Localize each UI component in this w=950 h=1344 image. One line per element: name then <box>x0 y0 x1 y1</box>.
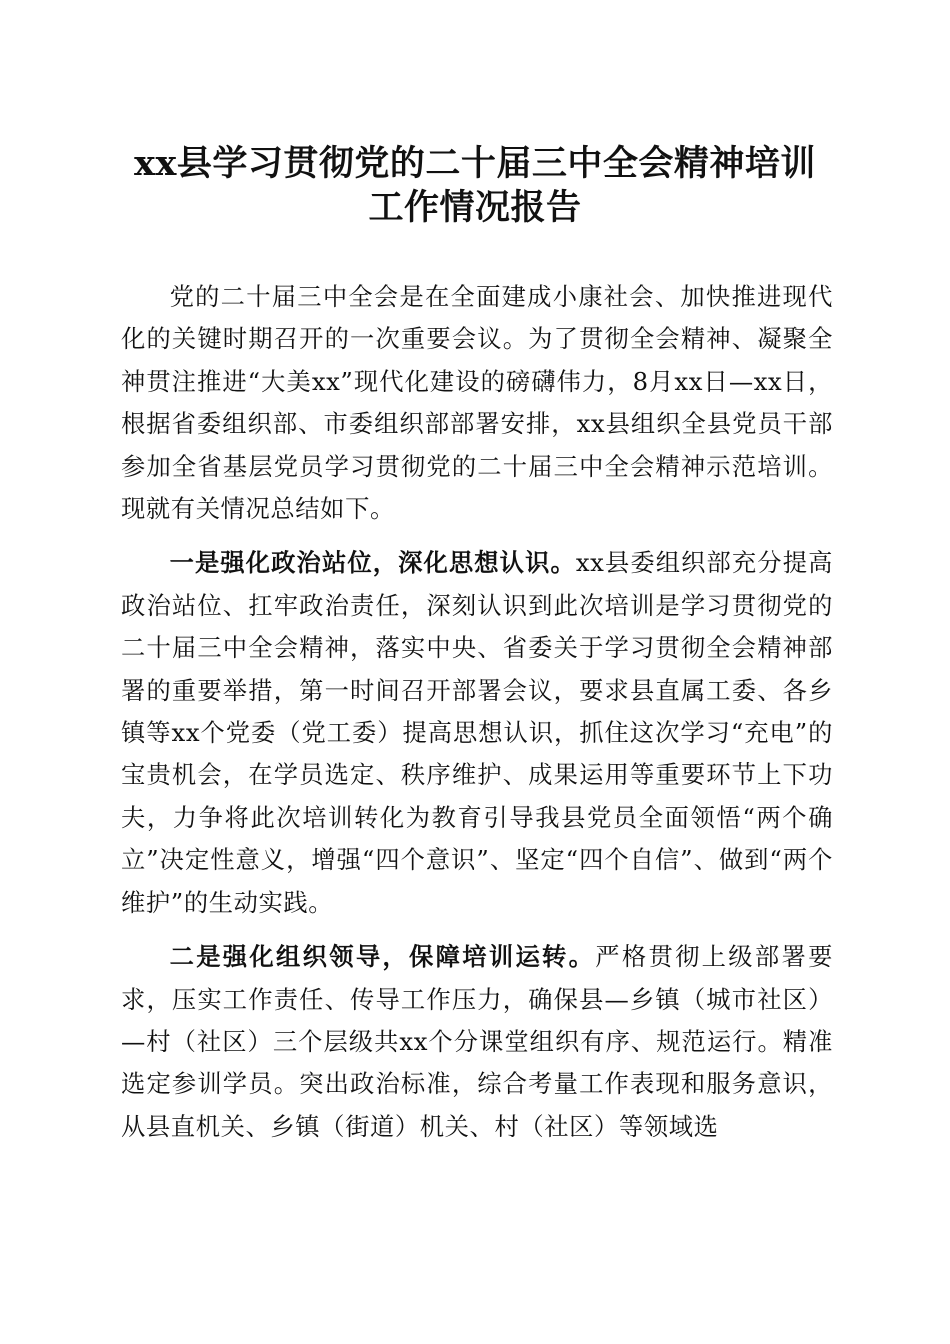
document-title-line-1: xx县学习贯彻党的二十届三中全会精神培训 <box>134 143 816 184</box>
paragraph-lead: 二是强化组织领导，保障培训运转。 <box>169 942 596 972</box>
paragraph-text: xx县委组织部充分提高政治站位、扛牢政治责任，深刻认识到此次培训是学习贯彻党的二十届三中全会精神，落实中央、省委关于学习贯彻全会精神部署的重要举措，第一时间召开部署会议，要求县直属工委、各乡镇等xx个党委（党工委）提高思想认识，抓住这次学习“充电”的宝贵机会，在学员选定、秩序维护、成果运用等重要环节上下功夫，力争将此次培训转化为教育引导我县党员全面领悟“两个确立”决定性意义，增强“四个意识”、坚定“四个自信”、做到“两个维护”的生动实践。 <box>121 548 833 917</box>
document-body <box>121 276 833 1148</box>
paragraph-point-1 <box>121 542 833 924</box>
paragraph-intro <box>121 276 833 530</box>
paragraph-text: 严格贯彻上级部署要求，压实工作责任、传导工作压力，确保县—乡镇（城市社区）—村（社区）三个层级共xx个分课堂组织有序、规范运行。精准选定参训学员。突出政治标准，综合考量工作表现和服务意识，从县直机关、乡镇（街道）机关、村（社区）等领域选 <box>121 942 833 1141</box>
document-title-line-2: 工作情况报告 <box>368 187 582 228</box>
paragraph-lead: 一是强化政治站位，深化思想认识。 <box>169 548 576 578</box>
paragraph-point-2 <box>121 936 833 1148</box>
paragraph-text: 党的二十届三中全会是在全面建成小康社会、加快推进现代化的关键时期召开的一次重要会议。为了贯彻全会精神、凝聚全神贯注推进“大美xx”现代化建设的磅礴伟力，8月xx日—xx日，根据省委组织部、市委组织部部署安排，xx县组织全县党员干部参加全省基层党员学习贯彻党的二十届三中全会精神示范培训。现就有关情况总结如下。 <box>121 282 833 524</box>
